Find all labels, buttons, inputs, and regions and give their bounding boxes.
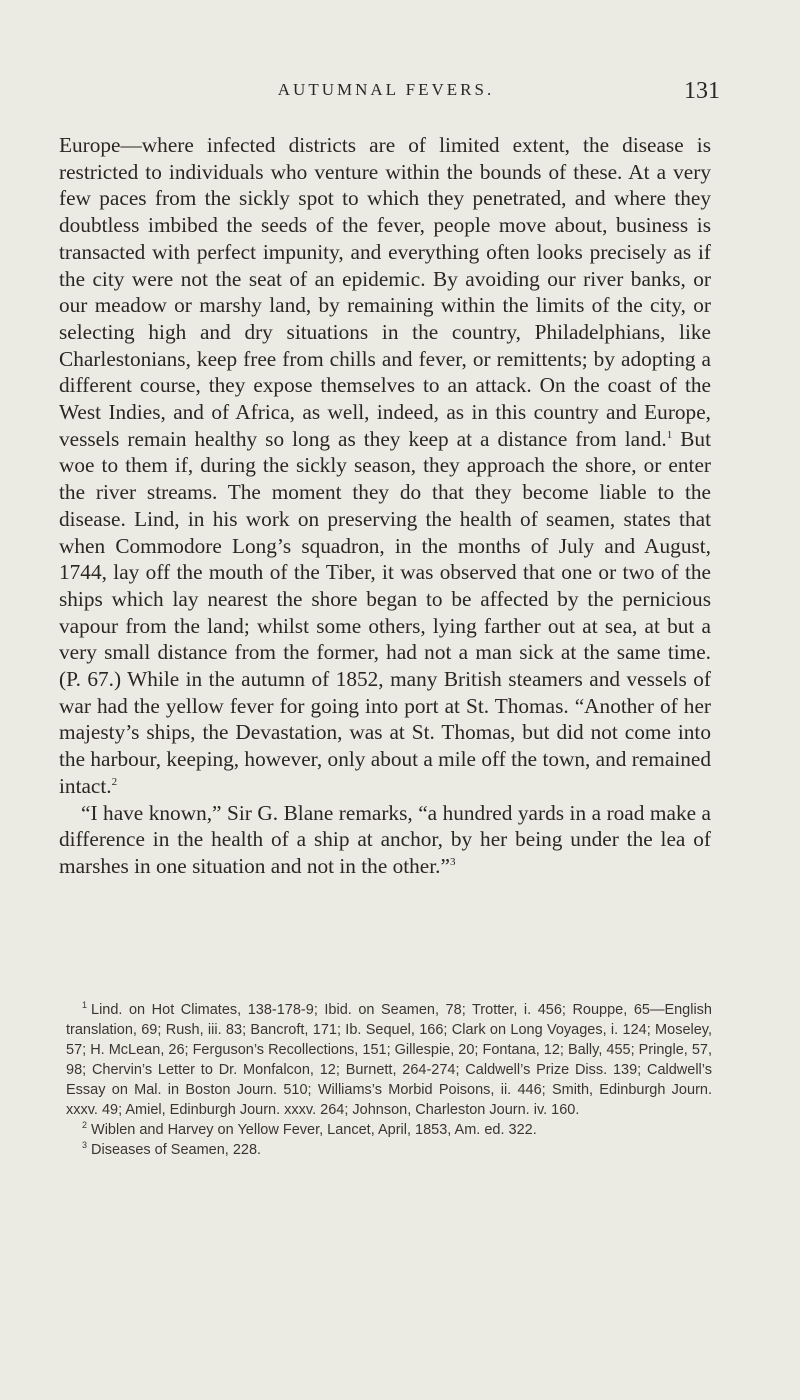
footnote-3 <box>66 1140 712 1160</box>
paragraph-2 <box>59 800 711 880</box>
running-head: AUTUMNAL FEVERS. <box>277 80 495 99</box>
footnote-1-text: Lind. on Hot Climates, 138-178-9; Ibid. on Seamen, 78; Trotter, i. 456; Rouppe, 65—English translation, 69; Rush, iii. 83; Bancroft, 171; Ib. Sequel, 166; Clark on Long Voyages, i. 124; Moseley, 57; H. McLean, 26; Ferguson’s Recollections, 151; Gillespie, 20; Fontana, 12; Bally, 455; Pringle, 57, 98; Chervin’s Letter to Dr. Monfalcon, 12; Burnett, 264-274; Caldwell’s Prize Diss. 139; Caldwell’s Essay on Mal. in Boston Journ. 510; Williams’s Morbid Poisons, ii. 446; Smith, Edinburgh Journ. xxxv. 49; Amiel, Edinburgh Journ. xxxv. 264; Johnson, Charleston Journ. iv. 160. <box>66 1002 712 1118</box>
footnote-3-text: Diseases of Seamen, 228. <box>91 1142 262 1158</box>
footnote-1 <box>66 1000 712 1120</box>
paragraph-1-text: Europe—where infected districts are of limited extent, the disease is restricted to individuals who venture within the bounds of these. At a very few paces from the sickly spot to which they penetrated, and where they doubtless imbibed the seeds of the fever, people move about, business is transacted with perfect impunity, and everything often looks precisely as if the city were not the seat of an epidemic. By avoiding our river banks, or our meadow or marshy land, by remaining within the limits of the city, or selecting high and dry situations in the country, Philadelphians, like Charlestonians, keep free from chills and fever, or remittents; by adopting a different course, they expose themselves to an attack. On the coast of the West Indies, and of Africa, as well, indeed, as in this country and Europe, vessels remain healthy so long as they keep at a distance from land. <box>59 133 711 451</box>
footnote-ref-3: 3 <box>449 855 456 868</box>
paragraph-2-text: “I have known,” Sir G. Blane remarks, “a hundred yards in a road make a difference in the health of a ship at anchor, by her being under the lea of marshes in one situation and not in the other.” <box>59 800 711 878</box>
footnote-3-mark: 3 <box>82 1140 88 1151</box>
paragraph-1 <box>59 132 711 800</box>
footnote-2 <box>66 1120 712 1140</box>
footnote-2-text: Wiblen and Harvey on Yellow Fever, Lancet, April, 1853, Am. ed. 322. <box>91 1122 537 1138</box>
body-text <box>59 132 711 880</box>
footnote-ref-2: 2 <box>111 775 118 788</box>
footnote-1-mark: 1 <box>82 1000 88 1011</box>
footnote-2-mark: 2 <box>82 1120 88 1131</box>
page-header <box>52 78 720 112</box>
paragraph-1-continued: But woe to them if, during the sickly season, they approach the shore, or enter the river streams. The moment they do that they become liable to the disease. Lind, in his work on preserving the health of seamen, states that when Commodore Long’s squadron, in the months of July and August, 1744, lay off the mouth of the Tiber, it was observed that one or two of the ships which lay nearest the shore began to be affected by the pernicious vapour from the land; whilst some others, lying farther out at sea, at but a very small distance from the former, had not a man sick at the same time. (P. 67.) While in the autumn of 1852, many British steamers and vessels of war had the yellow fever for going into port at St. Thomas. “Another of her majesty’s ships, the Devastation, was at St. Thomas, but did not come into the harbour, keeping, however, only about a mile off the town, and remained intact. <box>59 426 711 798</box>
footnotes <box>66 1000 712 1160</box>
page-number: 131 <box>684 78 720 104</box>
footnote-ref-1: 1 <box>666 428 673 441</box>
